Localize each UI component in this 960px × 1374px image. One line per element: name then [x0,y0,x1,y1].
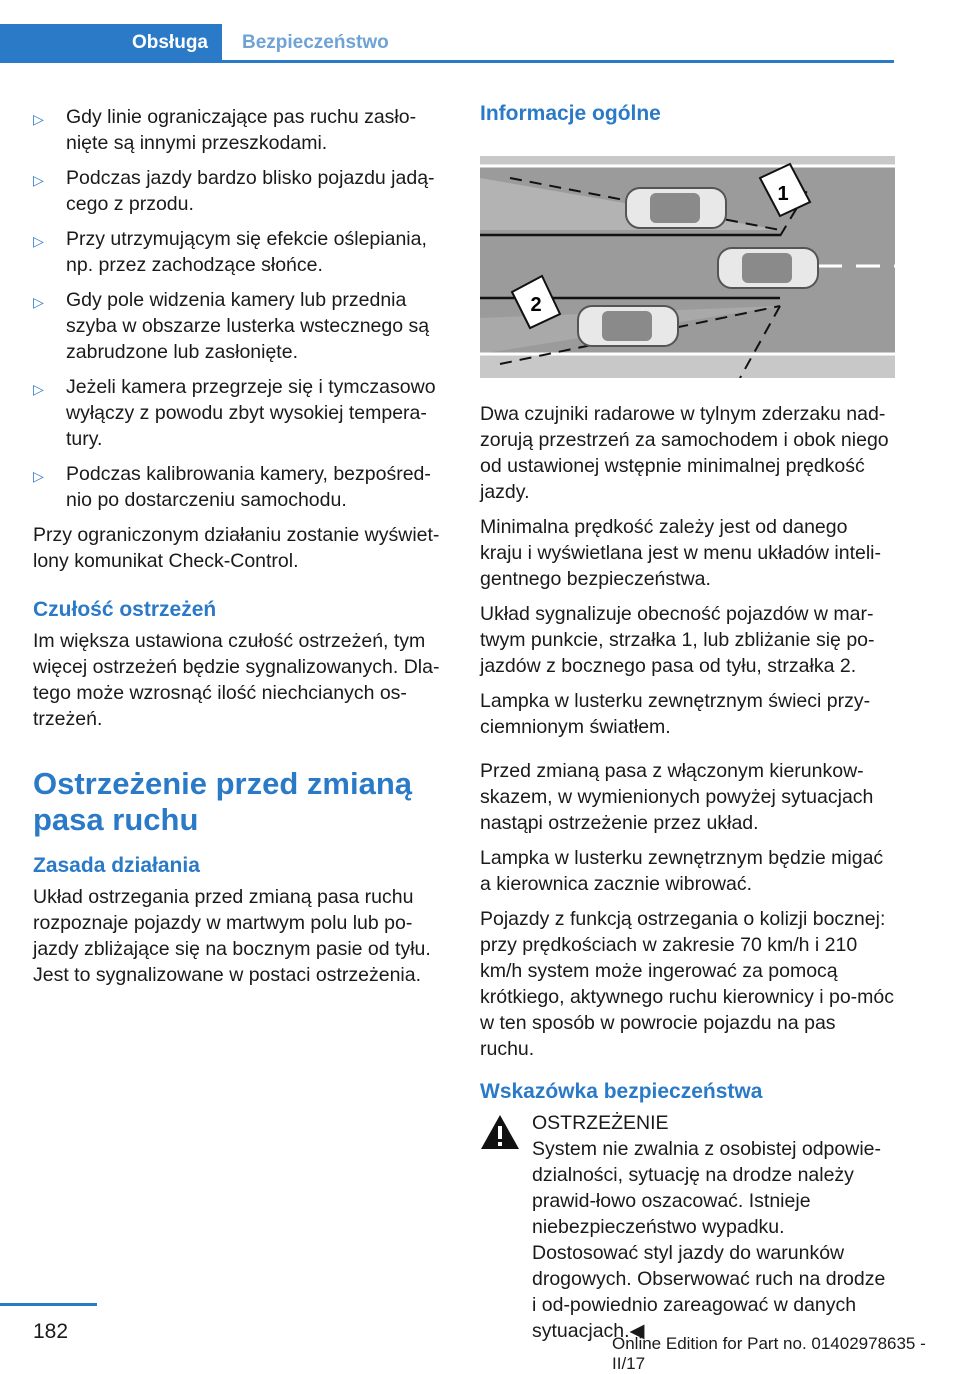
edition-text: Online Edition for Part no. 01402978635 - II/17 [612,1334,926,1373]
list-item: ▷ Jeżeli kamera przegrzeje się i tymczasowo wyłączy z powodu zbyt wysokiej tempera-tury. [33,376,436,450]
limited-function-text: Przy ograniczonym działaniu zostanie wyświet-lony komunikat Check-Control. [33,524,440,572]
sensitivity-text: Im większa ustawiona czułość ostrzeżeń, tym więcej ostrzeżeń będzie sygnalizowanych. Dla-tego może wzrosnąć ilość niechcianych os-trzeżeń. [33,630,440,730]
right-column [480,100,895,1344]
para-signal: Układ sygnalizuje obecność pojazdów w mar-twym punkcie, strzałka 1, lub zbliżanie się po-jazdów z bocznego pasa od tyłu, strzałka 2. [480,603,875,677]
footer-divider [0,1303,97,1306]
safety-heading: Wskazówka bezpieczeństwa [480,1080,763,1103]
triangle-bullet-icon: ▷ [33,294,44,310]
para-lamp-dim: Lampka w lusterku zewnętrznym świeci przy-ciemnionym światłem. [480,690,871,738]
para-min-speed: Minimalna prędkość zależy jest od danego kraju i wyświetlana jest w menu układów inteli-gentnego bezpieczeństwa. [480,516,881,590]
warning-title: OSTRZEŻENIE [532,1112,669,1134]
para-side-collision: Pojazdy z funkcją ostrzegania o kolizji bocznej: przy prędkościach w zakresie 70 km/h i 210 km/h system może ingerować za pomocą krótkiego, aktywnego ruchu kierownicy i po-móc w ten sposób w powrocie pojazdu na pas ruchu. [480,908,895,1060]
warning-triangle-icon [480,1114,520,1150]
blind-spot-diagram [480,156,895,378]
car-own [718,248,818,288]
warning-text: System nie zwalnia z osobistej odpowie-dzialności, sytuację na drodze należy prawid-łowo oszacować. Istnieje niebezpieczeństwo wypadku. Dostosować styl jazdy do warunków drogowych. Obserwować ruch na drodze i od-powiednio zareagować w danych sytuacjach.◀ [532,1138,886,1342]
triangle-bullet-icon: ▷ [33,381,44,397]
triangle-bullet-icon: ▷ [33,468,44,484]
sensitivity-heading: Czułość ostrzeżeń [33,598,217,621]
para-radar: Dwa czujniki radarowe w tylnym zderzaku nad-zorują przestrzeń za samochodem i obok niego od ustawionej wstępnie minimalnej prędkość jazdy. [480,403,889,503]
header-bar [0,0,960,64]
header-divider [0,60,894,63]
car-blind-spot [626,188,726,228]
list-item: ▷ Podczas jazdy bardzo blisko pojazdu jadą-cego z przodu. [33,167,435,215]
page-number: 182 [33,1320,69,1343]
section-title: Ostrzeżenie przed zmianą pasa ruchu [33,766,413,837]
list-item: ▷ Gdy pole widzenia kamery lub przednia szyba w obszarze lusterka wstecznego są zabrudzone lub zasłonięte. [33,289,430,363]
tab-bezpieczenstwo[interactable]: Bezpieczeństwo [222,24,894,62]
para-indicator: Przed zmianą pasa z włączonym kierunkow-skazem, w wymienionych powyżej sytuacjach nastąpi ostrzeżenie przez układ. [480,760,874,834]
principle-heading: Zasada działania [33,854,200,877]
left-column [33,104,448,997]
para-lamp-flash: Lampka w lusterku zewnętrznym będzie migać a kierownica zacznie wibrować. [480,847,884,895]
svg-text:1: 1 [777,183,789,205]
triangle-bullet-icon: ▷ [33,111,44,127]
general-heading: Informacje ogólne [480,102,661,125]
car-approaching [578,306,678,346]
list-item: ▷ Podczas kalibrowania kamery, bezpośred-nio po dostarczeniu samochodu. [33,463,431,511]
triangle-bullet-icon: ▷ [33,233,44,249]
tab-obsluga[interactable]: Obsługa [0,24,222,62]
principle-text: Układ ostrzegania przed zmianą pasa ruchu rozpoznaje pojazdy w martwym polu lub po-jazdy zbliżające się na bocznym pasie od tyłu. Jest to sygnalizowane w postaci ostrzeżenia. [33,886,431,986]
triangle-bullet-icon: ▷ [33,172,44,188]
svg-text:2: 2 [530,294,542,316]
list-item: ▷ Przy utrzymującym się efekcie oślepiania, np. przez zachodzące słońce. [33,228,427,276]
warning-block [480,1110,895,1344]
list-item: ▷ Gdy linie ograniczające pas ruchu zasło-nięte są innymi przeszkodami. [33,106,417,154]
